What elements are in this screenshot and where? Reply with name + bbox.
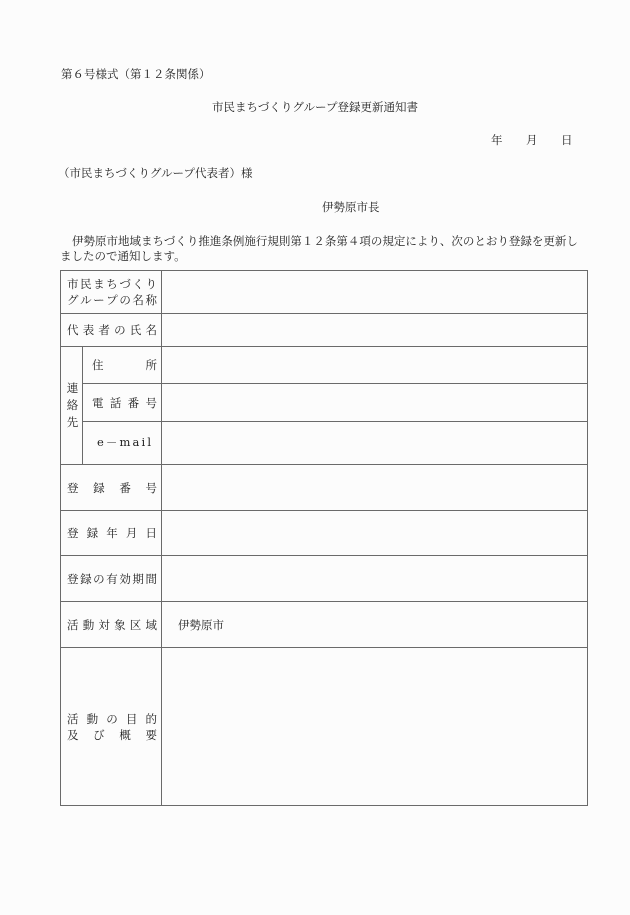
row-validity: [61, 556, 588, 602]
label-purpose: [61, 648, 162, 806]
label-char: 連: [66, 381, 79, 395]
document-title: 市民まちづくりグループ登録更新通知書: [212, 100, 418, 114]
label-char: 活: [67, 617, 79, 632]
label-phone: [83, 384, 162, 422]
label-char: の: [114, 323, 126, 337]
sender: 伊勢原市長: [322, 200, 380, 214]
label-area: [61, 602, 162, 648]
row-area: [61, 602, 588, 648]
label-char: 間: [145, 571, 157, 586]
label-char: 電: [92, 395, 104, 410]
label-contact: [61, 347, 83, 465]
value-address[interactable]: [162, 347, 588, 384]
label-group-name-line2: グ ル ー プ の 名 称: [67, 293, 157, 307]
label-char: e: [97, 435, 104, 449]
label-char: 話: [109, 395, 122, 410]
label-char: 効: [119, 571, 131, 586]
label-char: 日: [145, 526, 157, 540]
label-reg-number: [61, 465, 162, 511]
row-representative: [61, 314, 588, 347]
label-char: 年: [106, 526, 118, 540]
registration-table: [60, 270, 588, 806]
label-char: a: [132, 435, 140, 449]
label-char: 号: [145, 480, 157, 495]
label-char: 住: [92, 358, 104, 372]
date-day: 日: [561, 133, 573, 147]
label-char: 表: [82, 323, 95, 337]
label-char: 対: [98, 617, 110, 632]
form-number: 第６号様式（第１２条関係）: [61, 67, 211, 81]
label-char: び: [93, 727, 105, 742]
label-char: 録: [86, 526, 99, 540]
label-char: 登: [67, 526, 79, 540]
value-reg-number[interactable]: [162, 465, 588, 511]
row-purpose: [61, 648, 588, 806]
label-char: －: [105, 436, 118, 450]
label-char: の: [93, 571, 105, 586]
label-char: 概: [119, 727, 131, 742]
label-group-name: [61, 271, 162, 314]
label-char: 所: [145, 358, 157, 372]
body-line-2: ましたので通知します。: [60, 248, 186, 263]
date-line: [491, 133, 596, 147]
row-reg-number: [61, 465, 588, 511]
value-area[interactable]: 伊勢原市: [162, 602, 588, 648]
label-char: 録: [80, 571, 92, 586]
label-char: 名: [145, 323, 157, 337]
value-purpose[interactable]: [162, 648, 588, 806]
row-address: [61, 347, 588, 384]
label-char: 氏: [129, 323, 142, 337]
label-char: 動: [86, 711, 99, 726]
label-char: 期: [132, 571, 144, 586]
label-char: 目: [125, 711, 138, 726]
body-line-1: 伊勢原市地域まちづくり推進条例施行規則第１２条第４項の規定により、次のとおり登録を更新し: [72, 234, 578, 248]
row-phone: [61, 384, 588, 422]
label-char: 域: [145, 617, 157, 632]
label-char: の: [106, 711, 118, 726]
value-email[interactable]: [162, 422, 588, 465]
label-char: 者: [98, 323, 110, 337]
label-char: 月: [125, 526, 138, 540]
label-reg-date: [61, 511, 162, 556]
label-char: 有: [106, 571, 118, 586]
value-reg-date[interactable]: [162, 511, 588, 556]
label-char: 代: [67, 323, 79, 337]
label-representative: [61, 314, 162, 347]
label-char: 番: [119, 480, 131, 495]
label-char: 番: [127, 395, 140, 410]
label-char: 登: [67, 480, 79, 495]
value-representative[interactable]: [162, 314, 588, 347]
addressee: （市民まちづくりグループ代表者）様: [58, 166, 253, 180]
label-char: m: [119, 435, 131, 449]
label-char: i: [141, 435, 146, 449]
label-char: 象: [114, 617, 126, 632]
row-email: [61, 422, 588, 465]
date-year: 年: [491, 133, 503, 147]
label-char: 登: [67, 571, 79, 586]
label-address: [83, 347, 162, 384]
label-char: 区: [129, 617, 142, 632]
row-reg-date: [61, 511, 588, 556]
label-validity: [61, 556, 162, 602]
value-phone[interactable]: [162, 384, 588, 422]
label-char: 活: [67, 711, 79, 726]
label-group-name-line1: 市 民 ま ち づ く り: [67, 277, 157, 291]
body-paragraph: [60, 234, 590, 263]
label-char: 号: [145, 395, 157, 410]
row-group-name: [61, 271, 588, 314]
label-char: l: [147, 435, 151, 449]
label-char: 的: [145, 711, 157, 726]
label-char: 録: [93, 480, 105, 495]
date-month: 月: [526, 133, 538, 147]
value-validity[interactable]: [162, 556, 588, 602]
label-email: [83, 422, 162, 465]
label-char: 要: [145, 727, 157, 742]
label-char: 絡: [66, 398, 79, 412]
label-char: 及: [67, 727, 79, 742]
label-char: 先: [66, 415, 79, 429]
label-char: 動: [82, 617, 95, 632]
value-group-name[interactable]: [162, 271, 588, 314]
